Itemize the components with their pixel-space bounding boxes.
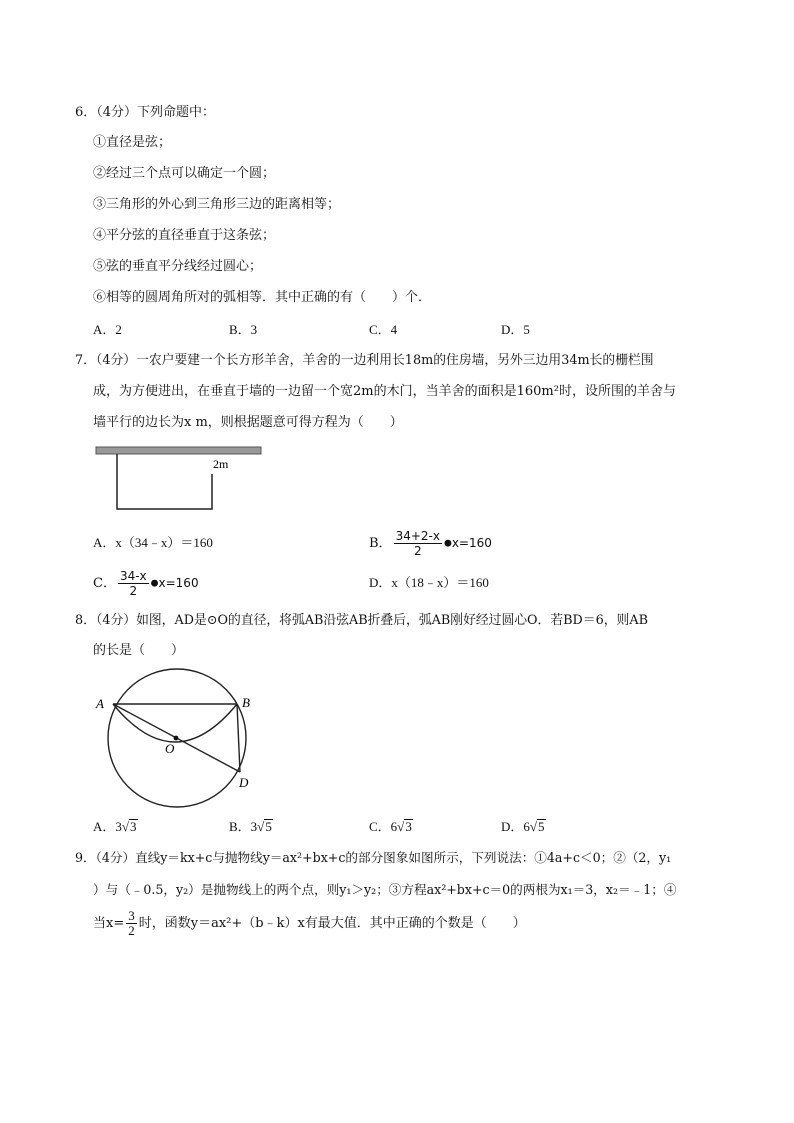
q6-item-6: ⑥相等的圆周角所对的弧相等．其中正确的有（ ）个． [93,290,432,305]
q7-line-3: 墙平行的边长为x m，则根据题意可得方程为（ ） [93,415,403,430]
q9-fraction-numerator: 3 [128,908,135,923]
q7-option-b-numerator: 34+2-x [395,529,440,543]
q8-option-c-prefix: C． [369,819,391,834]
chord-bd [237,704,240,772]
radical-sign: √ [121,819,130,834]
q8-option-d-radicand: 5 [538,819,545,834]
q8-option-d [501,819,546,835]
q6-stem: 6．（4分）下列命题中： [75,105,216,120]
q8-option-a-prefix: A． [93,819,116,834]
wall-bar [96,447,261,454]
door-width-label: 2m [213,457,229,471]
q7-option-c-fraction [118,569,149,598]
q9-line-1: 9．（4分）直线y＝kx+c与抛物线y＝ax²+bx+c的部分图象如图所示，下列说法：①4a+c＜0；②（2，y₁ [75,850,672,865]
q8-option-d-coef: 6 [523,819,530,834]
fence-line [117,454,212,509]
q9-line-3-tail: 时，函数y＝ax²+（b﹣k）x有最大值．其中正确的个数是（ ） [138,916,526,931]
label-d: D [239,775,249,790]
q6-item-1: ①直径是弦； [93,135,172,150]
q6-option-c: C．4 [369,322,398,337]
q7-option-b: B． $\frac{34+2-x}{2}$ ●x=160 [369,529,492,558]
q7-line-2: 成，为方便进出，在垂直于墙的一边留一个宽2m的木门，当羊舍的面积是160m²时，设所围的羊舍与 [93,384,676,399]
q8-option-b-radicand: 5 [265,819,272,834]
radical-sign: √ [397,819,405,834]
radical-sign: √ [257,819,265,834]
q6-option-d: D．5 [501,322,530,337]
q7-option-d: D．x（18﹣x）＝160 [369,575,489,590]
q7-option-c-prefix: C． [93,576,116,591]
q9-line-3 [93,907,526,941]
radical-sign: √ [529,819,538,834]
q7-line-1: 7．（4分）一农户要建一个长方形羊舍，羊舍的一边利用长18m的住房墙，另外三边用34m长的栅栏围 [75,353,654,368]
q8-line-2: 的长是（ ） [93,643,185,658]
q6-option-a: A．2 [93,322,122,337]
label-b: B [242,695,250,710]
q8-option-d-prefix: D． [501,819,524,834]
q8-circle-figure [90,668,265,818]
q9-line-2: ）与（﹣0.5，y₂）是抛物线上的两个点，则y₁＞y₂；③方程ax²+bx+c＝0的两根为x₁＝3，x₂＝﹣1；④ [93,882,677,897]
q6-item-2: ②经过三个点可以确定一个圆； [93,166,276,181]
q8-option-a-coef: 3 [115,819,122,834]
q7-option-c-numerator: 34-x [119,569,147,583]
q6-item-3: ③三角形的外心到三角形三边的距离相等； [93,197,341,212]
q8-line-1: 8．（4分）如图，AD是⊙O的直径，将弧AB沿弦AB折叠后，弧AB刚好经过圆心O．若BD＝6，则AB [75,613,648,628]
q6-item-4: ④平分弦的直径垂直于这条弦； [93,228,276,243]
q8-option-c-radicand: 3 [405,819,412,834]
q8-option-b-prefix: B． [229,819,251,834]
q7-option-b-fraction [394,529,442,558]
q8-option-a [93,819,138,835]
q8-option-b-coef: 3 [250,819,258,834]
q7-option-c-denominator: 2 [129,584,138,598]
q8-option-c [369,819,413,835]
q8-option-b [229,819,273,835]
label-a: A [96,696,104,711]
q7-option-c: C． $\frac{34-x}{2}$ ●x=160 [93,569,199,598]
q9-fraction [126,909,137,938]
q7-sheep-pen-figure [92,444,267,514]
q6-option-b: B．3 [229,322,258,337]
q6-item-5: ⑤弦的垂直平分线经过圆心； [93,259,263,274]
label-o: O [165,741,175,756]
q8-option-c-coef: 6 [390,819,398,834]
q7-option-b-prefix: B． [369,536,392,551]
q7-option-b-denominator: 2 [413,544,422,558]
q8-option-a-radicand: 3 [130,819,137,834]
q9-fraction-denominator: 2 [128,923,135,938]
q7-option-b-tail: x=160 [451,536,492,550]
q9-line-3-prefix: 当x= [93,916,125,931]
q7-option-c-tail: x=160 [158,576,199,590]
center-point [174,736,179,741]
q7-option-a: A．x（34﹣x）＝160 [93,535,213,550]
